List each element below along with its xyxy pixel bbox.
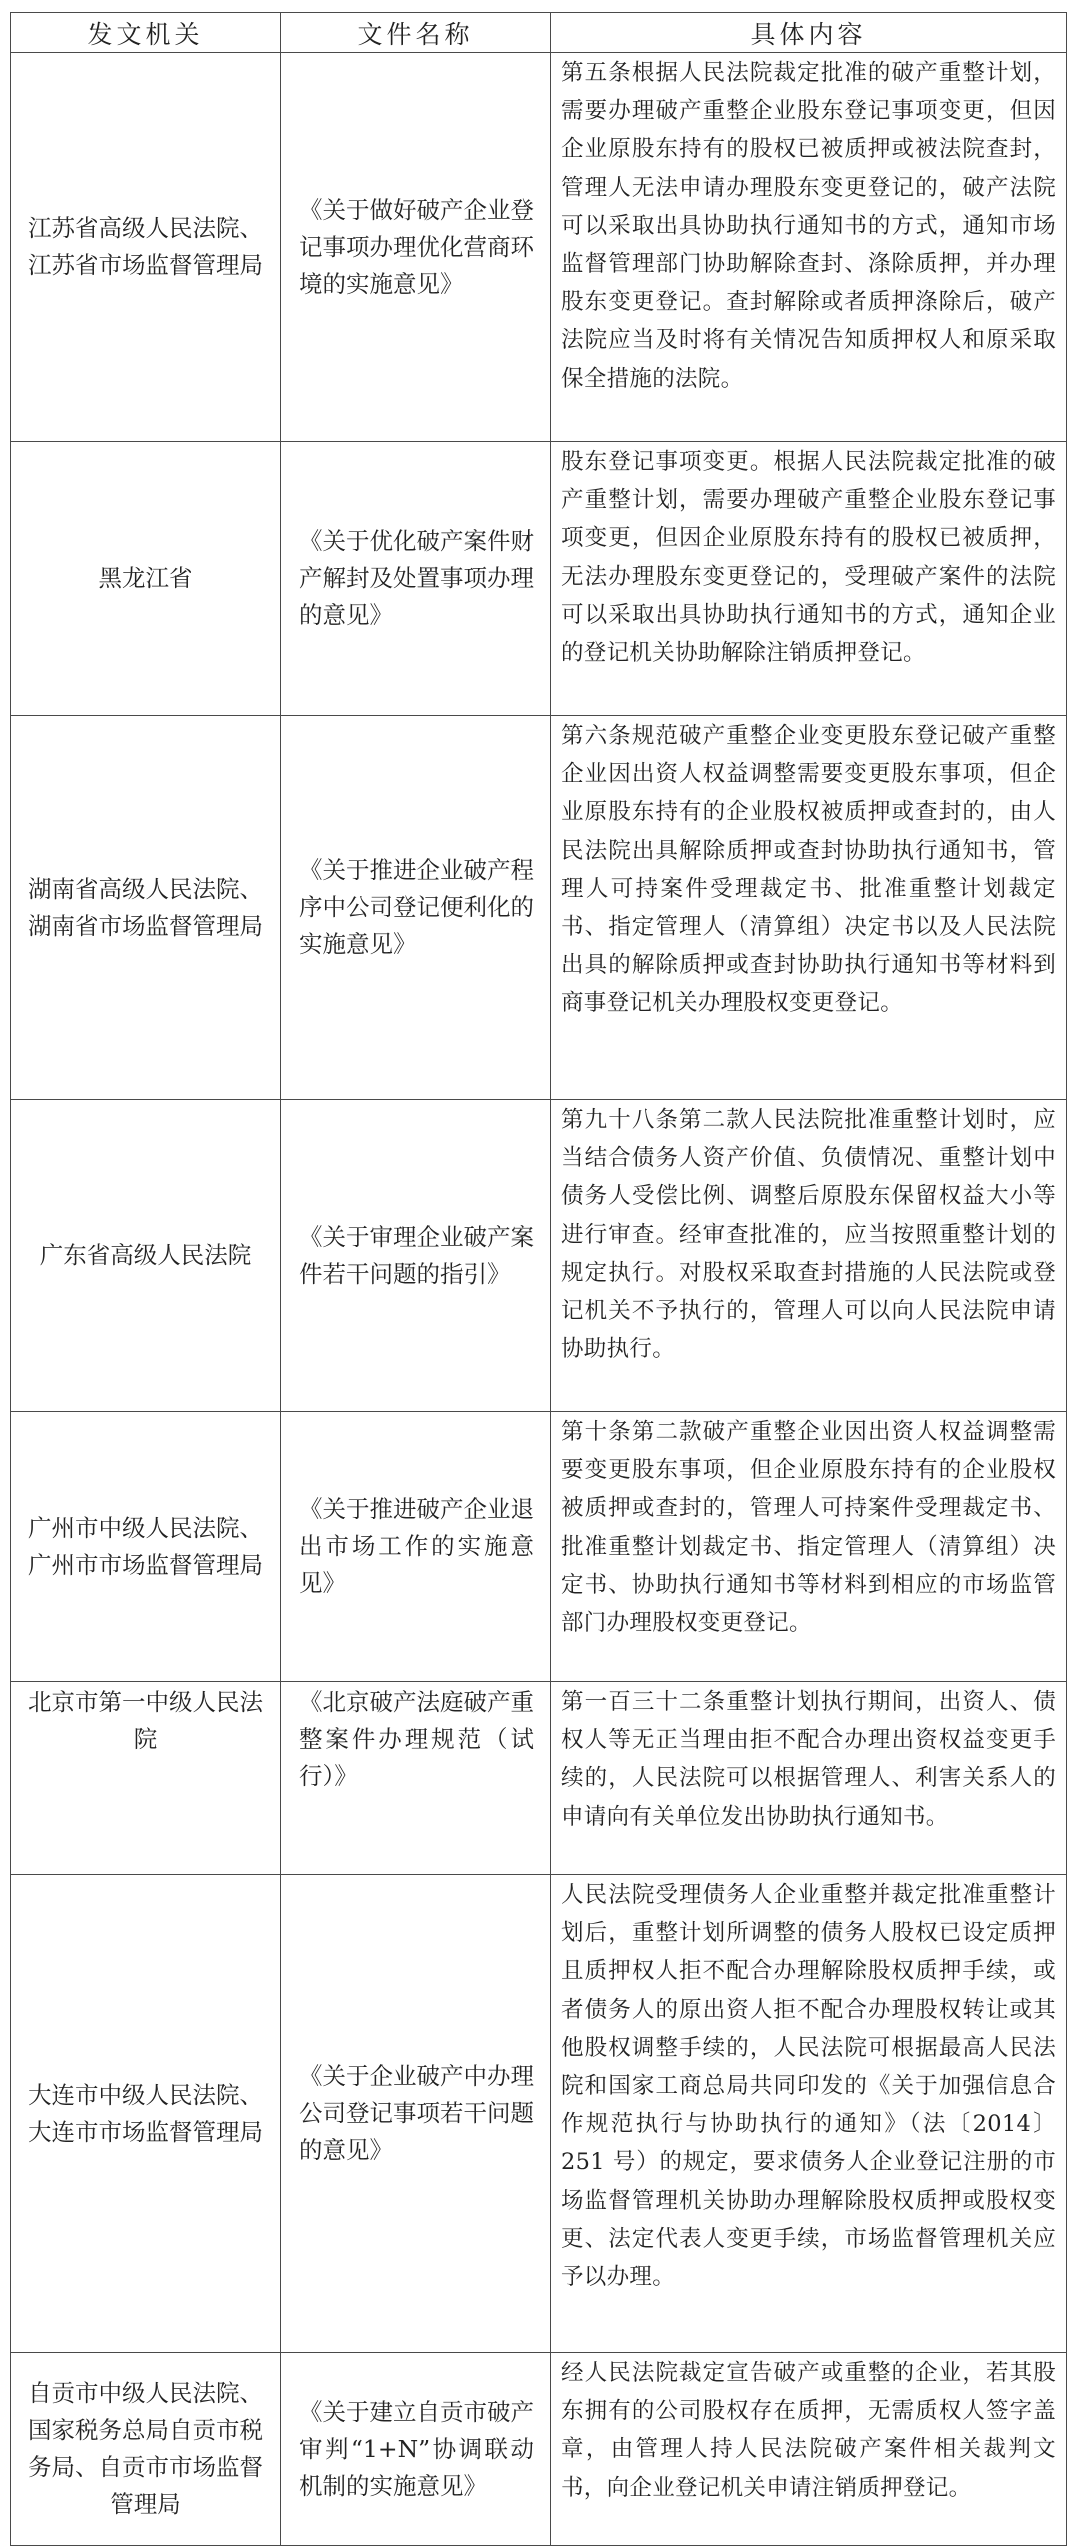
row-document: 《关于推进破产企业退出市场工作的实施意见》: [281, 1412, 551, 1682]
row-content: 第十条第二款破产重整企业因出资人权益调整需要变更股东事项，但企业原股东持有的企业股权被质押或查封的，管理人可持案件受理裁定书、批准重整计划裁定书、指定管理人（清算组）决定书、协助执行通知书等材料到相应的市场监管部门办理股权变更登记。: [551, 1412, 1067, 1682]
row-agency: 黑龙江省: [11, 442, 281, 716]
table-row: [11, 1875, 1067, 2353]
table-row: [11, 53, 1067, 442]
row-document: 《关于建立自贡市破产审判“1+N”协调联动机制的实施意见》: [281, 2353, 551, 2546]
table-row: [11, 2353, 1067, 2546]
row-content: 经人民法院裁定宣告破产或重整的企业，若其股东拥有的公司股权存在质押，无需质权人签字盖章，由管理人持人民法院破产案件相关裁判文书，向企业登记机关申请注销质押登记。: [551, 2353, 1067, 2546]
row-document: 《关于优化破产案件财产解封及处置事项办理的意见》: [281, 442, 551, 716]
header-content: 具体内容: [551, 13, 1067, 53]
table-row: [11, 716, 1067, 1100]
table-row: [11, 1412, 1067, 1682]
row-agency: 江苏省高级人民法院、江苏省市场监督管理局: [11, 53, 281, 442]
row-content: 第六条规范破产重整企业变更股东登记破产重整企业因出资人权益调整需要变更股东事项，但企业原股东持有的企业股权被质押或查封的，由人民法院出具解除质押或查封协助执行通知书，管理人可持案件受理裁定书、批准重整计划裁定书、指定管理人（清算组）决定书以及人民法院出具的解除质押或查封协助执行通知书等材料到商事登记机关办理股权变更登记。: [551, 716, 1067, 1100]
row-content: 第五条根据人民法院裁定批准的破产重整计划，需要办理破产重整企业股东登记事项变更，但因企业原股东持有的股权已被质押或被法院查封，管理人无法申请办理股东变更登记的，破产法院可以采取出具协助执行通知书的方式，通知市场监督管理部门协助解除查封、涤除质押，并办理股东变更登记。查封解除或者质押涤除后，破产法院应当及时将有关情况告知质押权人和原采取保全措施的法院。: [551, 53, 1067, 442]
row-document: 《北京破产法庭破产重整案件办理规范（试行）》: [281, 1682, 551, 1875]
table-row: [11, 1682, 1067, 1875]
row-agency: 北京市第一中级人民法院: [11, 1682, 281, 1875]
row-content: 人民法院受理债务人企业重整并裁定批准重整计划后，重整计划所调整的债务人股权已设定质押且质押权人拒不配合办理解除股权质押手续，或者债务人的原出资人拒不配合办理股权转让或其他股权调整手续的，人民法院可根据最高人民法院和国家工商总局共同印发的《关于加强信息合作规范执行与协助执行的通知》（法〔2014〕251 号）的规定，要求债务人企业登记注册的市场监督管理机关协助办理解除股权质押或股权变更、法定代表人变更手续，市场监督管理机关应予以办理。: [551, 1875, 1067, 2353]
row-document: 《关于推进企业破产程序中公司登记便利化的实施意见》: [281, 716, 551, 1100]
regulation-table: [10, 12, 1067, 2546]
table-header-row: [11, 13, 1067, 53]
table-row: [11, 442, 1067, 716]
row-document: 《关于企业破产中办理公司登记事项若干问题的意见》: [281, 1875, 551, 2353]
header-agency: 发文机关: [11, 13, 281, 53]
row-agency: 广东省高级人民法院: [11, 1100, 281, 1412]
row-content: 第一百三十二条重整计划执行期间，出资人、债权人等无正当理由拒不配合办理出资权益变更手续的，人民法院可以根据管理人、利害关系人的申请向有关单位发出协助执行通知书。: [551, 1682, 1067, 1875]
row-content: 第九十八条第二款人民法院批准重整计划时，应当结合债务人资产价值、负债情况、重整计划中债务人受偿比例、调整后原股东保留权益大小等进行审查。经审查批准的，应当按照重整计划的规定执行。对股权采取查封措施的人民法院或登记机关不予执行的，管理人可以向人民法院申请协助执行。: [551, 1100, 1067, 1412]
header-document: 文件名称: [281, 13, 551, 53]
row-document: 《关于审理企业破产案件若干问题的指引》: [281, 1100, 551, 1412]
row-agency: 自贡市中级人民法院、国家税务总局自贡市税务局、自贡市市场监督管理局: [11, 2353, 281, 2546]
row-agency: 大连市中级人民法院、大连市市场监督管理局: [11, 1875, 281, 2353]
row-agency: 广州市中级人民法院、广州市市场监督管理局: [11, 1412, 281, 1682]
table-row: [11, 1100, 1067, 1412]
row-agency: 湖南省高级人民法院、湖南省市场监督管理局: [11, 716, 281, 1100]
row-content: 股东登记事项变更。根据人民法院裁定批准的破产重整计划，需要办理破产重整企业股东登记事项变更，但因企业原股东持有的股权已被质押，无法办理股东变更登记的，受理破产案件的法院可以采取出具协助执行通知书的方式，通知企业的登记机关协助解除注销质押登记。: [551, 442, 1067, 716]
row-document: 《关于做好破产企业登记事项办理优化营商环境的实施意见》: [281, 53, 551, 442]
